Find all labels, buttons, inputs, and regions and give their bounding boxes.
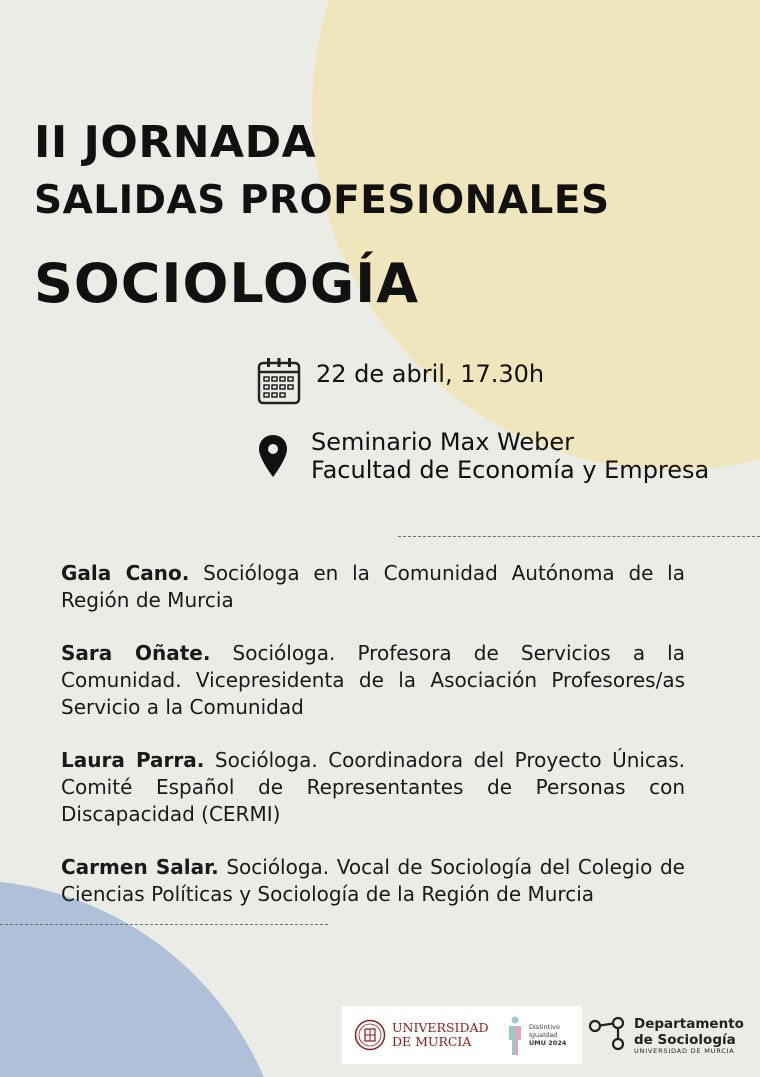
logo-panel	[342, 1006, 582, 1064]
calendar-icon	[257, 357, 301, 405]
speaker-name: Carmen Salar.	[61, 855, 219, 879]
yellow-circle-decoration	[312, 0, 760, 470]
speaker-description: Socióloga. Profesora de Servicios a la Comunidad. Vicepresidenta de la Asociación Profesores/as Servicio a la Comunidad	[61, 641, 685, 719]
speaker-description: Socióloga. Vocal de Sociología del Colegio de Ciencias Políticas y Sociología de la Región de Murcia	[61, 855, 685, 906]
equality-label-line-2: Igualdad	[529, 1031, 558, 1039]
speaker-description: Socióloga. Coordinadora del Proyecto Únicas. Comité Español de Representantes de Personas con Discapacidad (CERMI)	[61, 748, 685, 826]
location-pin-icon	[258, 434, 288, 478]
speaker-description: Socióloga en la Comunidad Autónoma de la Región de Murcia	[61, 561, 685, 612]
speaker-item	[61, 640, 685, 721]
speaker-name: Sara Oñate.	[61, 641, 211, 665]
department-name-line-3: UNIVERSIDAD DE MURCIA	[634, 1047, 735, 1055]
department-name-line-2: de Sociología	[634, 1032, 736, 1048]
event-date: 22 de abril, 17.30h	[316, 360, 545, 388]
equality-label-line-3: UMU 2024	[529, 1039, 567, 1047]
title-line-2: SALIDAS PROFESIONALES	[34, 178, 610, 223]
university-seal-icon	[354, 1019, 386, 1051]
speaker-item	[61, 560, 685, 614]
divider-top	[398, 536, 760, 537]
speaker-list	[61, 560, 685, 934]
title-line-1: II JORNADA	[34, 117, 317, 168]
department-network-icon	[588, 1014, 628, 1054]
speaker-name: Laura Parra.	[61, 748, 205, 772]
university-name-line-2: DE MURCIA	[392, 1034, 472, 1049]
equality-label-line-1: Distintivo	[529, 1023, 560, 1031]
event-place-line-1: Seminario Max Weber	[311, 428, 575, 456]
speaker-item	[61, 854, 685, 908]
title-line-3: SOCIOLOGÍA	[34, 252, 420, 315]
event-place-line-2: Facultad de Economía y Empresa	[311, 456, 710, 484]
speaker-name: Gala Cano.	[61, 561, 190, 585]
department-name-line-1: Departamento	[634, 1016, 744, 1032]
speaker-item	[61, 747, 685, 828]
university-name-line-1: UNIVERSIDAD	[392, 1020, 489, 1035]
divider-bottom	[0, 924, 328, 925]
equality-figure-icon	[506, 1016, 524, 1056]
